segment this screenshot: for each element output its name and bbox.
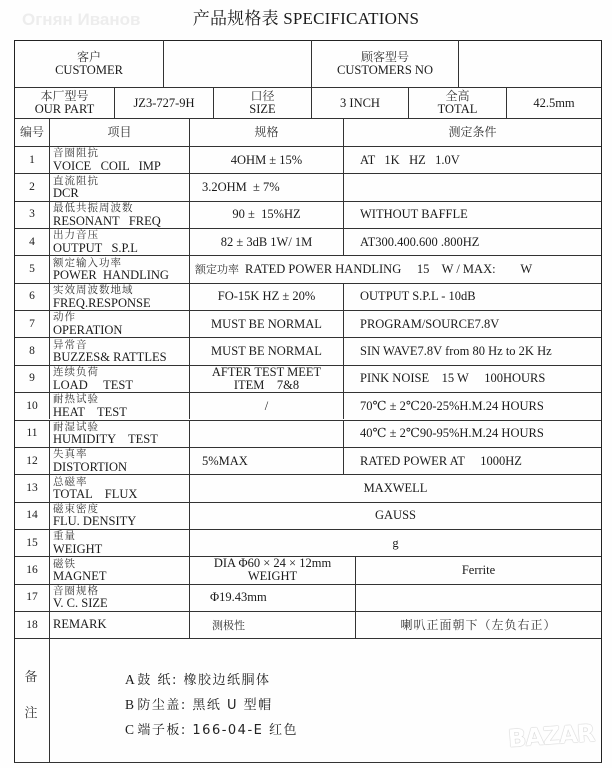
row-spec-cell xyxy=(189,338,343,364)
total-label-cn: 全高 xyxy=(445,89,470,103)
row-condition-text: 70℃ ± 2℃20-25%H.M.24 HOURS xyxy=(360,398,544,413)
row-item-cn: 动作 xyxy=(53,311,76,324)
row-item-cn: 耐湿试验 xyxy=(53,420,99,433)
row-spec-span-cell xyxy=(189,475,601,501)
table-row xyxy=(15,392,601,419)
row-condition-cell xyxy=(343,393,601,419)
row-number: 13 xyxy=(26,481,38,494)
row-item-cell xyxy=(49,202,189,228)
row-item-cell xyxy=(49,284,189,310)
row-number: 18 xyxy=(26,618,38,631)
watermark-author: Огнян Иванов xyxy=(22,10,141,29)
row-spec-cell xyxy=(189,557,355,583)
size-label xyxy=(213,88,311,118)
row-number: 10 xyxy=(26,399,38,412)
table-row xyxy=(15,283,601,310)
row-condition-cell xyxy=(355,612,601,638)
row-condition-cell xyxy=(343,147,601,173)
row-spec-span-cn: 额定功率 xyxy=(195,263,239,277)
row-item-cell xyxy=(49,256,189,282)
row-condition-text: Ferrite xyxy=(461,562,496,577)
row-spec-text: 5%MAX xyxy=(202,453,248,468)
size-value-text: 3 INCH xyxy=(340,95,380,110)
row-item-en: DISTORTION xyxy=(53,459,128,474)
column-header-condition xyxy=(343,119,601,146)
row-item-en: VOICE COIL IMP xyxy=(53,158,161,173)
row-number: 2 xyxy=(29,181,35,194)
next-row-border xyxy=(14,762,602,763)
row-condition-text: OUTPUT S.P.L - 10dB xyxy=(360,289,476,304)
row-spec-text: 3.2OHM ± 7% xyxy=(202,180,280,195)
row-spec-line: WEIGHT xyxy=(247,569,298,584)
row-number: 14 xyxy=(26,509,38,522)
customer-label-cn: 客户 xyxy=(76,49,101,64)
row-item-en: V. C. SIZE xyxy=(53,596,108,611)
row-spec-line: ITEM 7&8 xyxy=(233,377,300,392)
row-spec-text: / xyxy=(264,398,269,413)
row-spec-span-en: RATED POWER HANDLING 15 W / MAX: W xyxy=(245,262,533,277)
row-item-cell xyxy=(49,475,189,501)
row-item-cell xyxy=(49,366,189,392)
remarks-list xyxy=(125,668,298,743)
customers-no-label-cn: 顾客型号 xyxy=(360,49,409,64)
row-number: 12 xyxy=(26,454,38,467)
table-row xyxy=(15,228,601,255)
row-number-cell xyxy=(15,557,49,583)
row-spec-cell xyxy=(189,366,343,392)
row-item-cn: 耐热试验 xyxy=(53,393,99,406)
row-item-cn: 连续负荷 xyxy=(53,366,99,379)
row-spec-span-text: GAUSS xyxy=(375,508,416,523)
row-condition-text: AT 1K HZ 1.0V xyxy=(360,152,460,167)
row-condition-cell xyxy=(343,174,601,200)
row-spec-cell xyxy=(189,448,343,474)
column-header-item xyxy=(49,119,189,146)
row-number-cell xyxy=(15,366,49,392)
remark-line-text: 端子板: 166-04-E 红色 xyxy=(137,723,298,738)
row-number-cell xyxy=(15,229,49,255)
row-item-cn: 实效周波数地域 xyxy=(53,284,134,297)
row-spec-text: 82 ± 3dB 1W/ 1M xyxy=(220,234,313,249)
row-condition-text: WITHOUT BAFFLE xyxy=(360,207,468,222)
table-row xyxy=(15,611,601,638)
row-spec-text: FO-15K HZ ± 20% xyxy=(217,289,316,304)
row-condition-text: 40℃ ± 2℃90-95%H.M.24 HOURS xyxy=(360,426,544,441)
row-item-cn: 总磁率 xyxy=(53,475,88,488)
remark-line-text: 防尘盖: 黑纸 U 型帽 xyxy=(137,698,273,713)
column-header-spec xyxy=(189,119,343,146)
row-item-cell xyxy=(49,229,189,255)
row-number-cell xyxy=(15,475,49,501)
row-item-cell xyxy=(49,421,189,447)
row-spec-cell xyxy=(189,311,343,337)
row-spec-cell xyxy=(189,147,343,173)
row-condition-cell xyxy=(355,557,601,583)
row-number: 8 xyxy=(29,345,35,358)
row-number: 15 xyxy=(26,536,38,549)
row-item-cn: 异常音 xyxy=(53,338,88,351)
page-title: 产品规格表 SPECIFICATIONS xyxy=(192,9,420,28)
row-item-en: RESONANT FREQ xyxy=(53,213,161,228)
remark-line xyxy=(125,718,298,743)
row-item-cn: 音圈规格 xyxy=(53,584,99,597)
row-spec-cell xyxy=(189,393,343,419)
row-condition-cell xyxy=(343,366,601,392)
remarks-label xyxy=(14,660,48,732)
row-item-en: WEIGHT xyxy=(53,541,103,556)
row-condition-text: PROGRAM/SOURCE7.8V xyxy=(360,316,500,331)
row-number-cell xyxy=(15,503,49,529)
table-row xyxy=(15,310,601,337)
row-item-en: OUTPUT S.P.L xyxy=(53,240,138,255)
table-row xyxy=(15,337,601,364)
row-item-en: TOTAL FLUX xyxy=(53,487,138,502)
row-spec-span-cell xyxy=(189,530,601,556)
row-item-en: MAGNET xyxy=(53,569,107,584)
column-header-number xyxy=(15,119,49,146)
total-value-text: 42.5mm xyxy=(533,95,575,110)
row-item-cell xyxy=(49,311,189,337)
row-item-en: LOAD TEST xyxy=(53,377,133,392)
part-row xyxy=(15,87,601,118)
row-item-en: FREQ.RESPONSE xyxy=(53,295,151,310)
spec-table xyxy=(14,40,602,762)
row-spec-text: 测极性 xyxy=(212,618,245,632)
row-condition-cell xyxy=(343,311,601,337)
row-item-cell xyxy=(49,338,189,364)
row-condition-text: PINK NOISE 15 W 100HOURS xyxy=(360,371,546,386)
row-spec-cell xyxy=(189,585,355,611)
row-condition-cell xyxy=(355,585,601,611)
row-item-cell xyxy=(49,585,189,611)
customer-label xyxy=(15,40,163,87)
row-spec-cell xyxy=(189,421,343,447)
row-item-cell xyxy=(49,557,189,583)
row-item-en: HEAT TEST xyxy=(53,404,127,419)
table-row xyxy=(15,474,601,501)
customer-label-en: CUSTOMER xyxy=(55,62,123,77)
customers-no-value xyxy=(458,40,601,87)
total-label xyxy=(408,88,506,118)
row-number: 7 xyxy=(29,317,35,330)
row-number: 17 xyxy=(26,591,38,604)
row-item-cell xyxy=(49,612,189,638)
column-header-condition-text: 测定条件 xyxy=(448,125,497,139)
row-item-en: BUZZES& RATTLES xyxy=(53,350,167,365)
row-condition-cell xyxy=(343,284,601,310)
row-number: 4 xyxy=(29,235,35,248)
row-spec-cell xyxy=(189,229,343,255)
table-row xyxy=(15,529,601,556)
row-number-cell xyxy=(15,284,49,310)
row-number: 9 xyxy=(29,372,35,385)
row-item-cn: 额定输入功率 xyxy=(53,256,122,269)
remark-line-prefix: C xyxy=(125,722,135,737)
customers-no-label xyxy=(311,40,458,87)
table-row xyxy=(15,502,601,529)
row-condition-cell xyxy=(343,202,601,228)
our-part-label xyxy=(15,88,114,118)
row-condition-cell xyxy=(343,229,601,255)
row-item-cn: 重量 xyxy=(53,530,76,543)
row-item-cell xyxy=(49,147,189,173)
table-row xyxy=(15,420,601,447)
row-condition-text: 喇叭正面朝下（左负右正） xyxy=(400,617,557,632)
row-condition-text: AT300.400.600 .800HZ xyxy=(360,234,480,249)
row-number: 11 xyxy=(26,427,38,440)
column-header-item-text: 项目 xyxy=(107,125,132,139)
table-row xyxy=(15,201,601,228)
table-row xyxy=(15,447,601,474)
row-number-cell xyxy=(15,147,49,173)
row-number-cell xyxy=(15,448,49,474)
customers-no-label-en: CUSTOMERS NO xyxy=(337,62,433,77)
row-spec-line: DIA Φ60 × 24 × 12mm xyxy=(213,557,332,571)
row-spec-text: MUST BE NORMAL xyxy=(211,344,322,359)
row-number: 1 xyxy=(29,153,35,166)
row-spec-span-text: g xyxy=(392,535,399,550)
row-number: 16 xyxy=(26,563,38,576)
row-number-cell xyxy=(15,421,49,447)
our-part-value xyxy=(114,88,213,118)
row-number-cell xyxy=(15,338,49,364)
row-item-cell xyxy=(49,393,189,419)
row-number: 6 xyxy=(29,290,35,303)
row-condition-cell xyxy=(343,338,601,364)
remarks-label-char-1: 备 xyxy=(24,670,38,685)
row-spec-span-cell xyxy=(189,256,601,282)
row-item-cn: 出力音压 xyxy=(53,229,99,242)
size-label-en: SIZE xyxy=(249,102,276,116)
column-header-number-text: 编号 xyxy=(19,125,44,139)
size-label-cn: 口径 xyxy=(250,89,275,103)
row-number-cell xyxy=(15,256,49,282)
table-row xyxy=(15,146,601,173)
row-item-cell xyxy=(49,448,189,474)
our-part-label-en: OUR PART xyxy=(34,102,95,116)
total-value xyxy=(506,88,601,118)
column-header-spec-text: 规格 xyxy=(254,125,279,139)
row-spec-cell xyxy=(189,174,343,200)
row-number-cell xyxy=(15,612,49,638)
remark-line-prefix: B xyxy=(125,697,135,712)
row-item-en: FLU. DENSITY xyxy=(53,514,137,529)
row-spec-text: 90 ± 15%HZ xyxy=(232,207,301,222)
table-row xyxy=(15,365,601,392)
row-item-en: REMARK xyxy=(53,617,107,632)
row-item-cell xyxy=(49,503,189,529)
table-row xyxy=(15,255,601,282)
row-number-cell xyxy=(15,585,49,611)
row-item-en: POWER HANDLING xyxy=(53,268,169,283)
row-item-cn: 直流阻抗 xyxy=(53,174,99,187)
remarks-label-char-2: 注 xyxy=(24,706,38,721)
row-spec-span-text: MAXWELL xyxy=(363,480,428,495)
column-header-row xyxy=(15,118,601,146)
customer-value xyxy=(163,40,311,87)
row-item-cn: 磁铁 xyxy=(53,557,76,570)
row-spec-text: 4OHM ± 15% xyxy=(230,152,303,167)
remark-line xyxy=(125,668,298,693)
row-number-cell xyxy=(15,393,49,419)
table-row xyxy=(15,556,601,583)
remark-line xyxy=(125,693,298,718)
customer-row xyxy=(15,40,601,87)
row-condition-cell xyxy=(343,421,601,447)
our-part-value-text: JZ3-727-9H xyxy=(133,95,195,110)
row-number-cell xyxy=(15,530,49,556)
row-spec-cell xyxy=(189,284,343,310)
row-number: 5 xyxy=(29,263,35,276)
row-item-cn: 磁束密度 xyxy=(53,502,99,515)
remark-line-prefix: A xyxy=(125,672,135,687)
row-item-cell xyxy=(49,174,189,200)
row-item-cn: 最低共振周波数 xyxy=(53,202,134,215)
row-spec-text: Φ19.43mm xyxy=(210,590,267,605)
row-spec-cell xyxy=(189,202,343,228)
row-item-cell xyxy=(49,530,189,556)
row-item-en: OPERATION xyxy=(53,322,123,337)
row-condition-text: SIN WAVE7.8V from 80 Hz to 2K Hz xyxy=(360,344,552,359)
row-spec-span-cell xyxy=(189,503,601,529)
watermark-bazar-logo: BAZAR xyxy=(507,719,596,753)
row-spec-text: MUST BE NORMAL xyxy=(211,316,322,331)
row-number-cell xyxy=(15,311,49,337)
row-item-cn: 音圈阻抗 xyxy=(53,147,99,160)
row-condition-text: RATED POWER AT 1000HZ xyxy=(360,453,522,468)
row-number: 3 xyxy=(29,208,35,221)
our-part-label-cn: 本厂型号 xyxy=(40,89,89,103)
size-value xyxy=(311,88,408,118)
row-item-cn: 失真率 xyxy=(53,448,88,461)
row-number-cell xyxy=(15,174,49,200)
row-spec-cell xyxy=(189,612,355,638)
remark-line-text: 鼓 纸: 橡胶边纸胴体 xyxy=(137,673,271,688)
table-row xyxy=(15,173,601,200)
row-item-en: HUMIDITY TEST xyxy=(53,432,158,447)
row-condition-cell xyxy=(343,448,601,474)
row-number-cell xyxy=(15,202,49,228)
row-spec-line: AFTER TEST MEET xyxy=(211,365,322,379)
total-label-en: TOTAL xyxy=(437,102,478,116)
table-row xyxy=(15,584,601,611)
row-item-en: DCR xyxy=(53,186,79,201)
